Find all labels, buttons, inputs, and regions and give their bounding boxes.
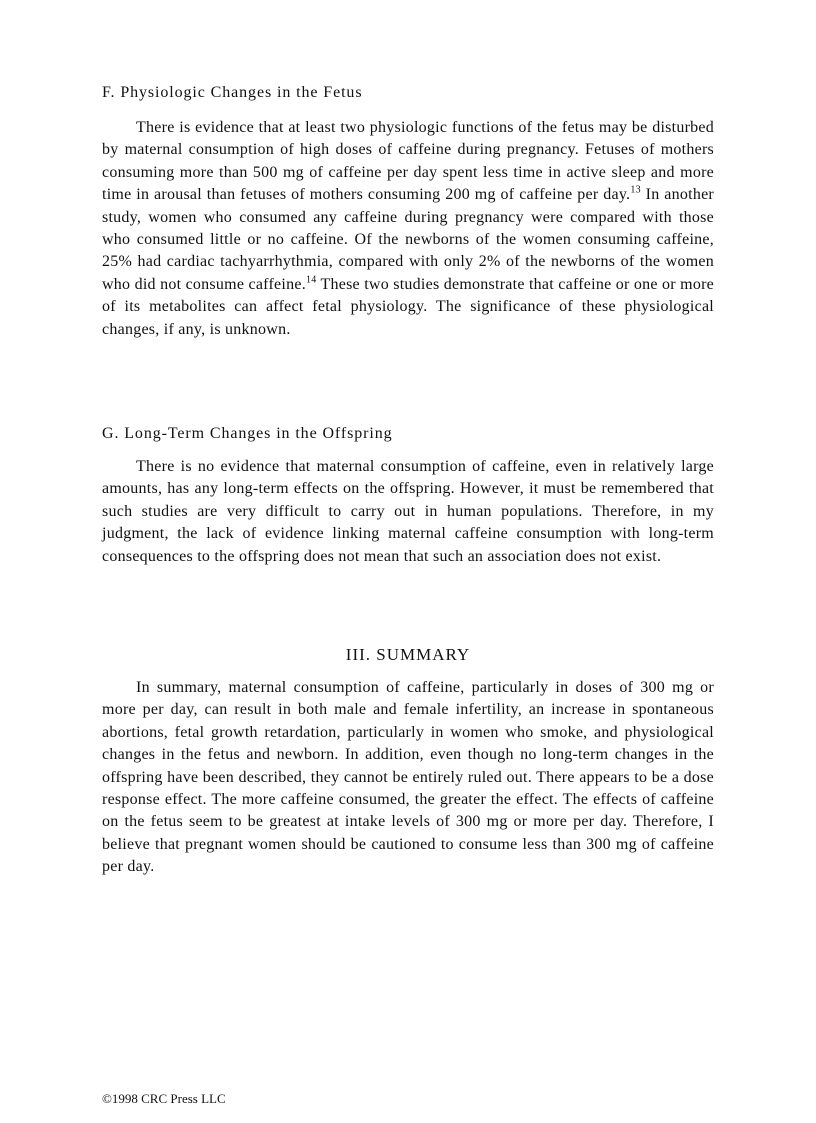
- reference-14: 14: [305, 274, 317, 286]
- section-g-heading: G. Long-Term Changes in the Offspring: [102, 425, 393, 442]
- section-f-text-part1: There is evidence that at least two physiologic functions of the fetus may be disturbed by maternal consumption of high doses of caffeine during pregnancy. Fetuses of mothers consuming more than 500 mg of caffeine per day spent less time in active sleep and more time in arousal than fetuses of mothers consuming 200 mg of caffeine per day.: [102, 119, 714, 204]
- reference-13: 13: [630, 184, 641, 196]
- section-f-paragraph: [102, 117, 714, 341]
- section-f-heading: F. Physiologic Changes in the Fetus: [102, 84, 363, 101]
- summary-paragraph: In summary, maternal consumption of caffeine, particularly in doses of 300 mg or more per day, can result in both male and female infertility, an increase in spontaneous abortions, fetal growth retardation, particularly in women who smoke, and physiological changes in the fetus and newborn. In addition, even though no long-term changes in the offspring have been described, they cannot be entirely ruled out. There appears to be a dose response effect. The more caffeine consumed, the greater the effect. The effects of caffeine on the fetus seem to be greatest at intake levels of 300 mg or more per day. Therefore, I believe that pregnant women should be cautioned to consume less than 300 mg of caffeine per day.: [102, 679, 714, 876]
- section-f-text-part3: These two studies demonstrate that caffeine or one or more of its metabolites can affect fetal physiology. The significance of these physiological changes, if any, is unknown.: [102, 275, 714, 338]
- summary-heading: III. SUMMARY: [345, 645, 471, 664]
- copyright-footer: ©1998 CRC Press LLC: [102, 1091, 226, 1106]
- section-f-text-part2: In another study, women who consumed any caffeine during pregnancy were compared with those who consumed little or no caffeine. Of the newborns of the women consuming caffeine, 25% had cardiac tachyarrhythmia, compared with only 2% of the newborns of the women who did not consume caffeine.: [102, 186, 715, 293]
- section-g-paragraph: There is no evidence that maternal consumption of caffeine, even in relatively large amounts, has any long-term effects on the offspring. However, it must be remembered that such studies are very difficult to carry out in human populations. Therefore, in my judgment, the lack of evidence linking maternal caffeine consumption with long-term consequences to the offspring does not mean that such an association does not exist.: [102, 458, 714, 565]
